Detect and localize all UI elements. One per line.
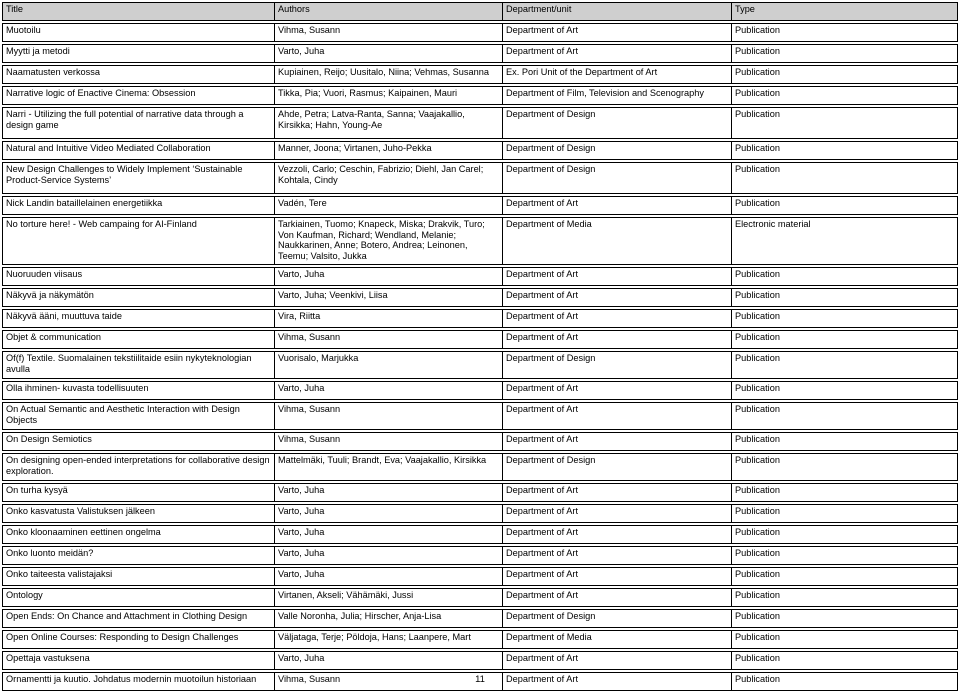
table-row (3, 484, 958, 502)
cell-authors: Virtanen, Akseli; Vähämäki, Jussi (275, 589, 503, 607)
cell-authors: Vezzoli, Carlo; Ceschin, Fabrizio; Diehl, Jan Carel; Kohtala, Cindy (275, 163, 503, 194)
cell-type: Publication (732, 526, 958, 544)
cell-department: Department of Design (503, 163, 732, 194)
cell-authors: Varto, Juha (275, 382, 503, 400)
table-row (3, 66, 958, 84)
table-row (3, 142, 958, 160)
cell-title: Opettaja vastuksena (3, 652, 275, 670)
table-body (3, 21, 958, 691)
table-row (3, 631, 958, 649)
cell-authors: Valle Noronha, Julia; Hirscher, Anja-Lisa (275, 610, 503, 628)
table-row (3, 652, 958, 670)
cell-department: Department of Art (503, 45, 732, 63)
cell-title: Muotoilu (3, 24, 275, 42)
cell-department: Department of Film, Television and Scenography (503, 87, 732, 105)
cell-type: Publication (732, 547, 958, 565)
table-row (3, 352, 958, 379)
cell-type: Publication (732, 403, 958, 430)
cell-type: Publication (732, 352, 958, 379)
cell-authors: Väljataga, Terje; Pöldoja, Hans; Laanpere, Mart (275, 631, 503, 649)
cell-title: Myytti ja metodi (3, 45, 275, 63)
table-row (3, 331, 958, 349)
cell-title: No torture here! - Web campaing for AI-Finland (3, 218, 275, 265)
cell-authors: Varto, Juha (275, 568, 503, 586)
cell-department: Department of Art (503, 484, 732, 502)
cell-type: Publication (732, 197, 958, 215)
cell-title: Näkyvä ääni, muuttuva taide (3, 310, 275, 328)
table-row (3, 108, 958, 139)
cell-authors: Vihma, Susann (275, 673, 503, 691)
cell-title: Ontology (3, 589, 275, 607)
cell-department: Department of Art (503, 505, 732, 523)
table-row (3, 310, 958, 328)
cell-department: Department of Art (503, 568, 732, 586)
cell-authors: Varto, Juha (275, 652, 503, 670)
cell-title: Onko luonto meidän? (3, 547, 275, 565)
cell-type: Publication (732, 610, 958, 628)
cell-title: Of(f) Textile. Suomalainen tekstiilitaide esiin nykyteknologian avulla (3, 352, 275, 379)
cell-department: Department of Media (503, 631, 732, 649)
cell-department: Department of Art (503, 310, 732, 328)
cell-type: Publication (732, 505, 958, 523)
table-row (3, 568, 958, 586)
cell-title: Naamatusten verkossa (3, 66, 275, 84)
cell-type: Publication (732, 289, 958, 307)
cell-type: Publication (732, 484, 958, 502)
cell-title: On Design Semiotics (3, 433, 275, 451)
table-row (3, 610, 958, 628)
cell-type: Publication (732, 108, 958, 139)
cell-authors: Manner, Joona; Virtanen, Juho-Pekka (275, 142, 503, 160)
cell-type: Publication (732, 163, 958, 194)
cell-department: Department of Design (503, 454, 732, 481)
cell-title: New Design Challenges to Widely Implement ‘Sustainable Product-Service Systems’ (3, 163, 275, 194)
header-title: Title (3, 3, 275, 21)
cell-type: Publication (732, 433, 958, 451)
table-row (3, 454, 958, 481)
cell-authors: Vihma, Susann (275, 24, 503, 42)
cell-department: Department of Art (503, 382, 732, 400)
cell-authors: Vihma, Susann (275, 331, 503, 349)
cell-authors: Varto, Juha (275, 505, 503, 523)
cell-department: Department of Art (503, 433, 732, 451)
cell-type: Publication (732, 568, 958, 586)
cell-type: Publication (732, 142, 958, 160)
table-row (3, 45, 958, 63)
cell-department: Department of Art (503, 24, 732, 42)
table-row (3, 505, 958, 523)
cell-title: Onko taiteesta valistajaksi (3, 568, 275, 586)
cell-department: Department of Art (503, 289, 732, 307)
cell-type: Publication (732, 589, 958, 607)
table-row (3, 526, 958, 544)
page-number: 11 (475, 674, 485, 685)
table-row (3, 589, 958, 607)
cell-authors: Varto, Juha; Veenkivi, Liisa (275, 289, 503, 307)
cell-authors: Tarkiainen, Tuomo; Knapeck, Miska; Drakvik, Turo; Von Kaufman, Richard; Wendland, Melanie; Naukkarinen, Anne; Botero, Andrea; Leinonen, Teemu; Valsito, Jukka (275, 218, 503, 265)
cell-title: Olla ihminen- kuvasta todellisuuten (3, 382, 275, 400)
header-type: Type (732, 3, 958, 21)
cell-department: Department of Art (503, 268, 732, 286)
cell-department: Department of Art (503, 403, 732, 430)
cell-authors: Varto, Juha (275, 268, 503, 286)
cell-title: Open Ends: On Chance and Attachment in Clothing Design (3, 610, 275, 628)
cell-department: Ex. Pori Unit of the Department of Art (503, 66, 732, 84)
cell-department: Department of Art (503, 197, 732, 215)
cell-authors: Vira, Riitta (275, 310, 503, 328)
cell-type: Publication (732, 66, 958, 84)
cell-department: Department of Design (503, 610, 732, 628)
cell-authors: Vihma, Susann (275, 433, 503, 451)
cell-authors: Varto, Juha (275, 547, 503, 565)
cell-type: Electronic material (732, 218, 958, 265)
cell-title: Natural and Intuitive Video Mediated Collaboration (3, 142, 275, 160)
cell-type: Publication (732, 454, 958, 481)
cell-department: Department of Art (503, 652, 732, 670)
header-authors: Authors (275, 3, 503, 21)
cell-title: Narrative logic of Enactive Cinema: Obsession (3, 87, 275, 105)
table-row (3, 433, 958, 451)
table-row (3, 87, 958, 105)
cell-title: Objet & communication (3, 331, 275, 349)
cell-type: Publication (732, 673, 958, 691)
cell-authors: Mattelmäki, Tuuli; Brandt, Eva; Vaajakallio, Kirsikka (275, 454, 503, 481)
cell-title: Onko kasvatusta Valistuksen jälkeen (3, 505, 275, 523)
table-row (3, 382, 958, 400)
cell-authors: Vadén, Tere (275, 197, 503, 215)
cell-authors: Vuorisalo, Marjukka (275, 352, 503, 379)
cell-title: Nuoruuden viisaus (3, 268, 275, 286)
cell-type: Publication (732, 331, 958, 349)
cell-title: On Actual Semantic and Aesthetic Interaction with Design Objects (3, 403, 275, 430)
table-row (3, 403, 958, 430)
table-row (3, 218, 958, 265)
header-row (3, 3, 958, 21)
cell-type: Publication (732, 631, 958, 649)
table-row (3, 163, 958, 194)
cell-department: Department of Art (503, 589, 732, 607)
cell-title: On designing open-ended interpretations for collaborative design exploration. (3, 454, 275, 481)
cell-department: Department of Art (503, 331, 732, 349)
cell-type: Publication (732, 652, 958, 670)
table-row (3, 197, 958, 215)
publication-table (2, 2, 958, 691)
table-header (3, 3, 958, 21)
header-department: Department/unit (503, 3, 732, 21)
cell-title: Narri - Utilizing the full potential of narrative data through a design game (3, 108, 275, 139)
cell-authors: Tikka, Pia; Vuori, Rasmus; Kaipainen, Mauri (275, 87, 503, 105)
cell-department: Department of Art (503, 526, 732, 544)
cell-type: Publication (732, 87, 958, 105)
cell-title: Ornamentti ja kuutio. Johdatus modernin muotoilun historiaan (3, 673, 275, 691)
cell-department: Department of Design (503, 108, 732, 139)
cell-type: Publication (732, 24, 958, 42)
cell-authors: Varto, Juha (275, 45, 503, 63)
table-row (3, 289, 958, 307)
cell-department: Department of Design (503, 142, 732, 160)
cell-title: On turha kysyä (3, 484, 275, 502)
cell-type: Publication (732, 268, 958, 286)
cell-authors: Varto, Juha (275, 526, 503, 544)
cell-title: Open Online Courses: Responding to Design Challenges (3, 631, 275, 649)
cell-authors: Kupiainen, Reijo; Uusitalo, Niina; Vehmas, Susanna (275, 66, 503, 84)
cell-department: Department of Media (503, 218, 732, 265)
cell-authors: Ahde, Petra; Latva-Ranta, Sanna; Vaajakallio, Kirsikka; Hahn, Young-Ae (275, 108, 503, 139)
cell-department: Department of Art (503, 547, 732, 565)
cell-department: Department of Design (503, 352, 732, 379)
cell-authors: Vihma, Susann (275, 403, 503, 430)
cell-title: Nick Landin bataillelainen energetiikka (3, 197, 275, 215)
cell-type: Publication (732, 45, 958, 63)
cell-title: Onko kloonaaminen eettinen ongelma (3, 526, 275, 544)
cell-type: Publication (732, 310, 958, 328)
cell-title: Näkyvä ja näkymätön (3, 289, 275, 307)
cell-type: Publication (732, 382, 958, 400)
table-row (3, 268, 958, 286)
table-row (3, 24, 958, 42)
table-row (3, 547, 958, 565)
cell-department: Department of Art (503, 673, 732, 691)
cell-authors: Varto, Juha (275, 484, 503, 502)
